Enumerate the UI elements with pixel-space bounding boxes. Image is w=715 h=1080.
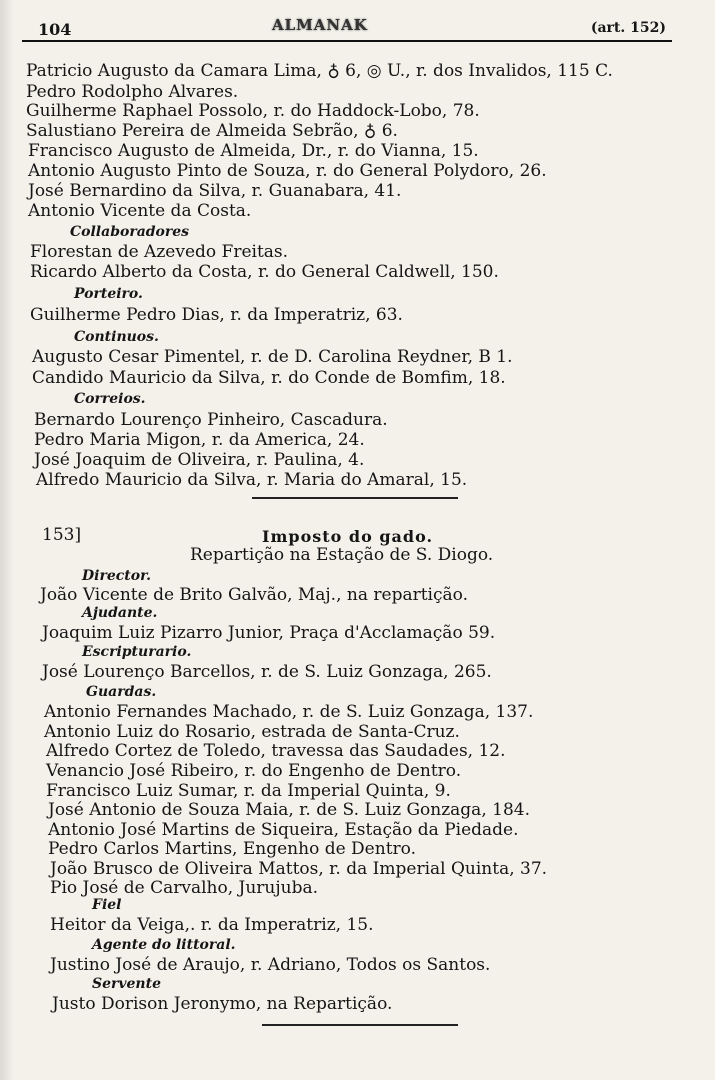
list-item: Candido Mauricio da Silva, r. do Conde de Bomfim, 18.	[32, 368, 506, 388]
section-subtitle: Repartição na Estação de S. Diogo.	[190, 545, 494, 565]
list-item: Antonio Vicente da Costa.	[28, 201, 252, 221]
list-item: Joaquim Luiz Pizarro Junior, Praça d'Acclamação 59.	[42, 623, 496, 643]
page-number: 104	[38, 20, 72, 39]
list-item: José Antonio de Souza Maia, r. de S. Luiz Gonzaga, 184.	[48, 800, 530, 820]
role-heading-correios: Correios.	[74, 391, 146, 407]
section-divider	[252, 497, 458, 499]
list-item: Salustiano Pereira de Almeida Sebrão, ♁ 6.	[26, 121, 398, 141]
page-header	[22, 16, 672, 42]
list-item: José Lourenço Barcellos, r. de S. Luiz Gonzaga, 265.	[42, 662, 492, 682]
list-item: Guilherme Raphael Possolo, r. do Haddock-Lobo, 78.	[26, 101, 480, 121]
role-heading-continuos: Continuos.	[74, 329, 159, 345]
list-item: Pedro Rodolpho Alvares.	[26, 82, 239, 102]
role-heading-servente: Servente	[92, 976, 161, 992]
list-item: Antonio José Martins de Siqueira, Estação da Piedade.	[48, 820, 519, 840]
list-item: Ricardo Alberto da Costa, r. do General Caldwell, 150.	[30, 262, 499, 282]
role-heading-ajudante: Ajudante.	[82, 605, 158, 621]
list-item: José Bernardino da Silva, r. Guanabara, 41.	[28, 181, 402, 201]
list-item: José Joaquim de Oliveira, r. Paulina, 4.	[34, 450, 365, 470]
list-item: Justino José de Araujo, r. Adriano, Todos os Santos.	[50, 955, 491, 975]
role-heading-escripturario: Escripturario.	[82, 644, 192, 660]
role-heading-colaboradores: Collaboradores	[70, 224, 190, 240]
list-item: Antonio Fernandes Machado, r. de S. Luiz Gonzaga, 137.	[44, 702, 534, 722]
list-item: Florestan de Azevedo Freitas.	[30, 242, 289, 262]
list-item: Bernardo Lourenço Pinheiro, Cascadura.	[34, 410, 388, 430]
list-item: Venancio José Ribeiro, r. do Engenho de Dentro.	[46, 761, 462, 781]
list-item: Pedro Carlos Martins, Engenho de Dentro.	[48, 839, 416, 859]
page-edge-shadow	[0, 0, 14, 1080]
list-item: João Vicente de Brito Galvão, Maj., na repartição.	[40, 585, 468, 605]
list-item: Alfredo Cortez de Toledo, travessa das Saudades, 12.	[46, 741, 506, 761]
role-heading-guardas: Guardas.	[86, 684, 157, 700]
list-item: Pio José de Carvalho, Jurujuba.	[50, 878, 319, 898]
list-item: Francisco Augusto de Almeida, Dr., r. do Vianna, 15.	[28, 141, 479, 161]
list-item: Antonio Luiz do Rosario, estrada de Santa-Cruz.	[44, 722, 460, 742]
list-item: Pedro Maria Migon, r. da America, 24.	[34, 430, 365, 450]
list-item: Patricio Augusto da Camara Lima, ♁ 6, ◎ U., r. dos Invalidos, 115 C.	[26, 61, 613, 81]
list-item: Justo Dorison Jeronymo, na Repartição.	[52, 994, 393, 1014]
role-heading-director: Director.	[82, 568, 152, 584]
article-reference: (art. 152)	[590, 20, 666, 36]
section-title: Imposto do gado.	[262, 527, 434, 546]
running-title: ALMANAK	[272, 16, 462, 38]
role-heading-fiel: Fiel	[92, 897, 122, 913]
list-item: Francisco Luiz Sumar, r. da Imperial Quinta, 9.	[46, 781, 451, 801]
list-item: Guilherme Pedro Dias, r. da Imperatriz, 63.	[30, 305, 403, 325]
role-heading-agente: Agente do littoral.	[92, 937, 236, 953]
section-divider	[262, 1024, 458, 1026]
role-heading-porteiro: Porteiro.	[74, 286, 143, 302]
list-item: Alfredo Mauricio da Silva, r. Maria do Amaral, 15.	[36, 470, 468, 490]
list-item: Antonio Augusto Pinto de Souza, r. do General Polydoro, 26.	[28, 161, 547, 181]
list-item: Heitor da Veiga,. r. da Imperatriz, 15.	[50, 915, 374, 935]
section-number: 153]	[42, 525, 82, 545]
list-item: João Brusco de Oliveira Mattos, r. da Imperial Quinta, 37.	[50, 859, 548, 879]
list-item: Augusto Cesar Pimentel, r. de D. Carolina Reydner, B 1.	[32, 347, 513, 367]
